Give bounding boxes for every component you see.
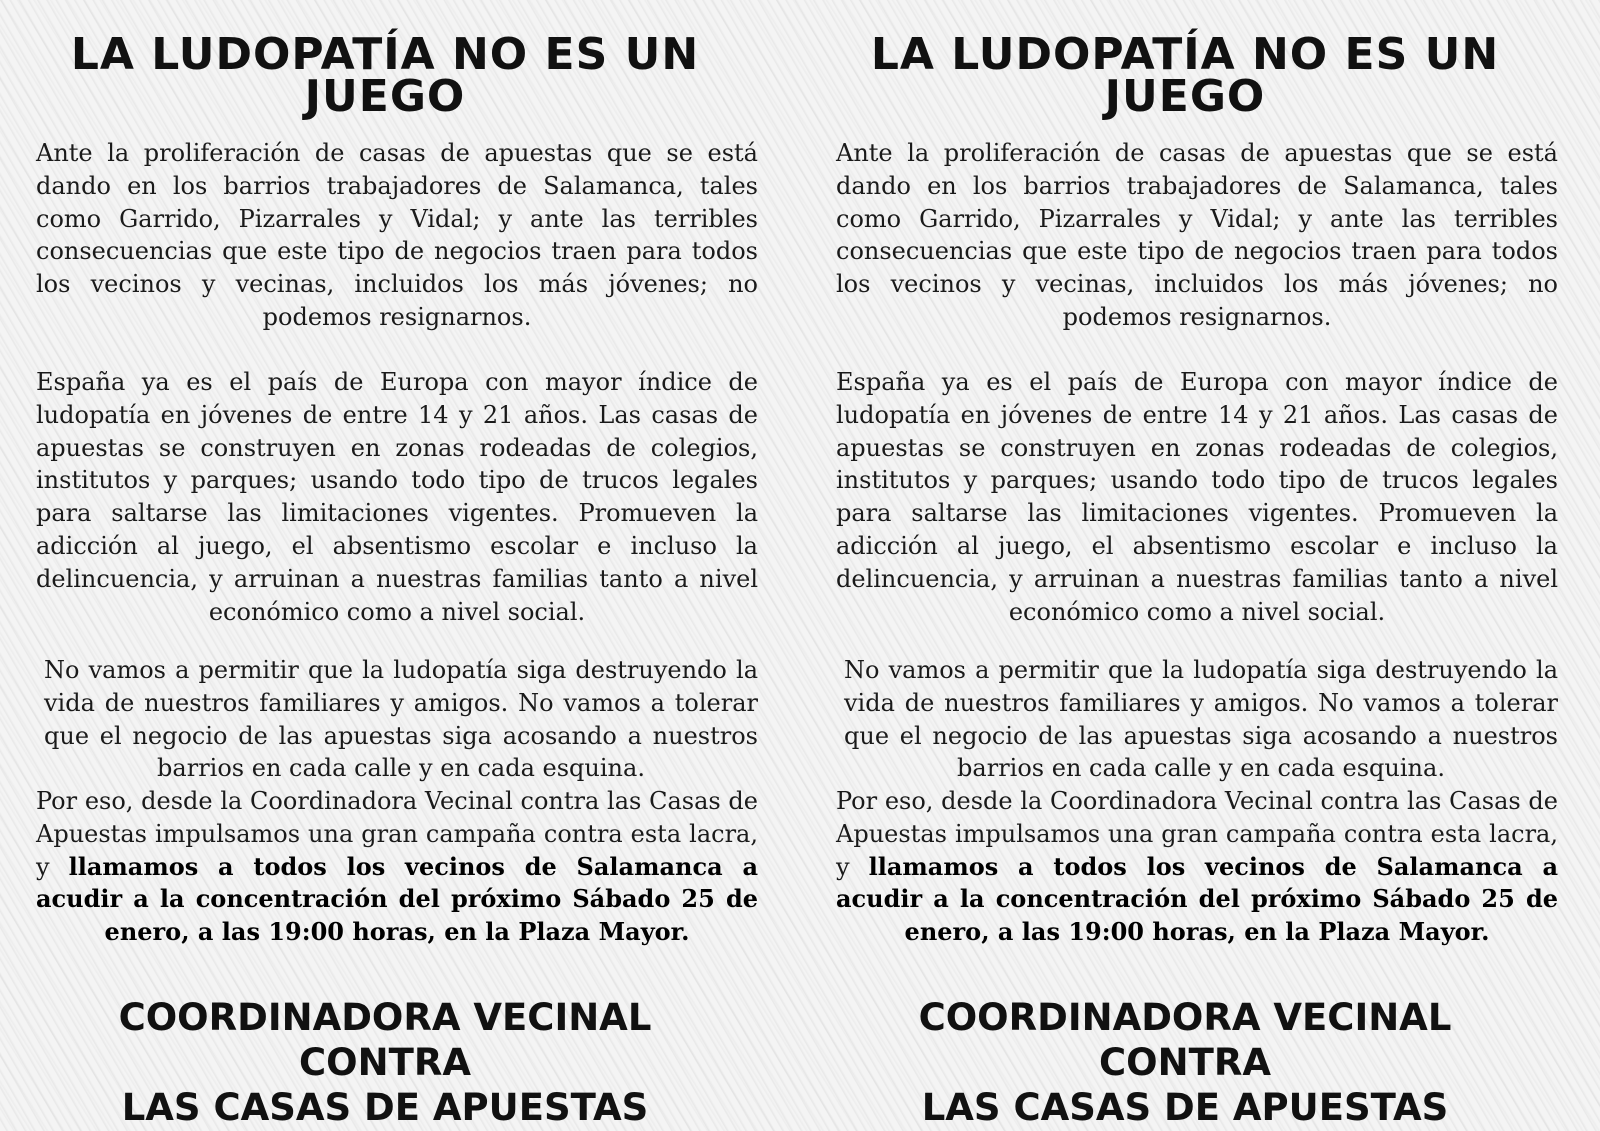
paragraph-commitment: No vamos a permitir que la ludopatía siga destruyendo la vida de nuestros familiares y amigos. No vamos a tolerar que el negocio de las apuestas siga acosando a nuestros barrios en cada calle y en cada esquina. — [844, 656, 1558, 783]
signature-line-1: COORDINADORA VECINAL CONTRA — [118, 996, 652, 1084]
signature — [830, 995, 1540, 1130]
call-highlight-text: llamamos a todos los vecinos de Salamanca a acudir a la concentración del próximo Sábado 25 de enero, a las 19:00 horas, en la Plaza Mayor. — [36, 851, 758, 947]
signature-line-2: LAS CASAS DE APUESTAS — [121, 1086, 649, 1129]
signature — [30, 995, 740, 1130]
paragraph-call-to-action — [36, 785, 758, 949]
flyer-title: LA LUDOPATÍA NO ES UN JUEGO — [70, 29, 700, 122]
paragraph-commitment: No vamos a permitir que la ludopatía siga destruyendo la vida de nuestros familiares y amigos. No vamos a tolerar que el negocio de las apuestas siga acosando a nuestros barrios en cada calle y en cada esquina. — [44, 656, 758, 783]
paragraph-intro: Ante la proliferación de casas de apuestas que se está dando en los barrios trabajadores de Salamanca, tales como Garrido, Pizarrales y Vidal; y ante las terribles consecuencias que este tipo de negocios traen para todos los vecinos y vecinas, incluidos los más jóvenes; no podemos resignarnos. — [836, 139, 1558, 331]
call-intro-text: Por eso, desde la Coordinadora Vecinal contra las Casas de Apuestas impulsamos una gran campaña contra esta lacra, y — [836, 787, 1558, 881]
paragraph-intro: Ante la proliferación de casas de apuestas que se está dando en los barrios trabajadores de Salamanca, tales como Garrido, Pizarrales y Vidal; y ante las terribles consecuencias que este tipo de negocios traen para todos los vecinos y vecinas, incluidos los más jóvenes; no podemos resignarnos. — [36, 139, 758, 331]
signature-line-2: LAS CASAS DE APUESTAS — [921, 1086, 1449, 1129]
flyer-right — [800, 0, 1600, 1131]
call-intro-text: Por eso, desde la Coordinadora Vecinal contra las Casas de Apuestas impulsamos una gran campaña contra esta lacra, y — [36, 787, 758, 881]
signature-line-1: COORDINADORA VECINAL CONTRA — [918, 996, 1452, 1084]
paragraph-statistics: España ya es el país de Europa con mayor índice de ludopatía en jóvenes de entre 14 y 21 años. Las casas de apuestas se construyen en zonas rodeadas de colegios, institutos y parques; usando todo tipo de trucos legales para saltarse las limitaciones vigentes. Promueven la adicción al juego, el absentismo escolar e incluso la delincuencia, y arruinan a nuestras familias tanto a nivel económico como a nivel social. — [36, 368, 758, 626]
flyer-title: LA LUDOPATÍA NO ES UN JUEGO — [870, 29, 1500, 122]
paragraph-statistics: España ya es el país de Europa con mayor índice de ludopatía en jóvenes de entre 14 y 21 años. Las casas de apuestas se construyen en zonas rodeadas de colegios, institutos y parques; usando todo tipo de trucos legales para saltarse las limitaciones vigentes. Promueven la adicción al juego, el absentismo escolar e incluso la delincuencia, y arruinan a nuestras familias tanto a nivel económico como a nivel social. — [836, 368, 1558, 626]
paragraph-call-to-action — [836, 785, 1558, 949]
call-highlight-text: llamamos a todos los vecinos de Salamanca a acudir a la concentración del próximo Sábado 25 de enero, a las 19:00 horas, en la Plaza Mayor. — [836, 851, 1558, 947]
